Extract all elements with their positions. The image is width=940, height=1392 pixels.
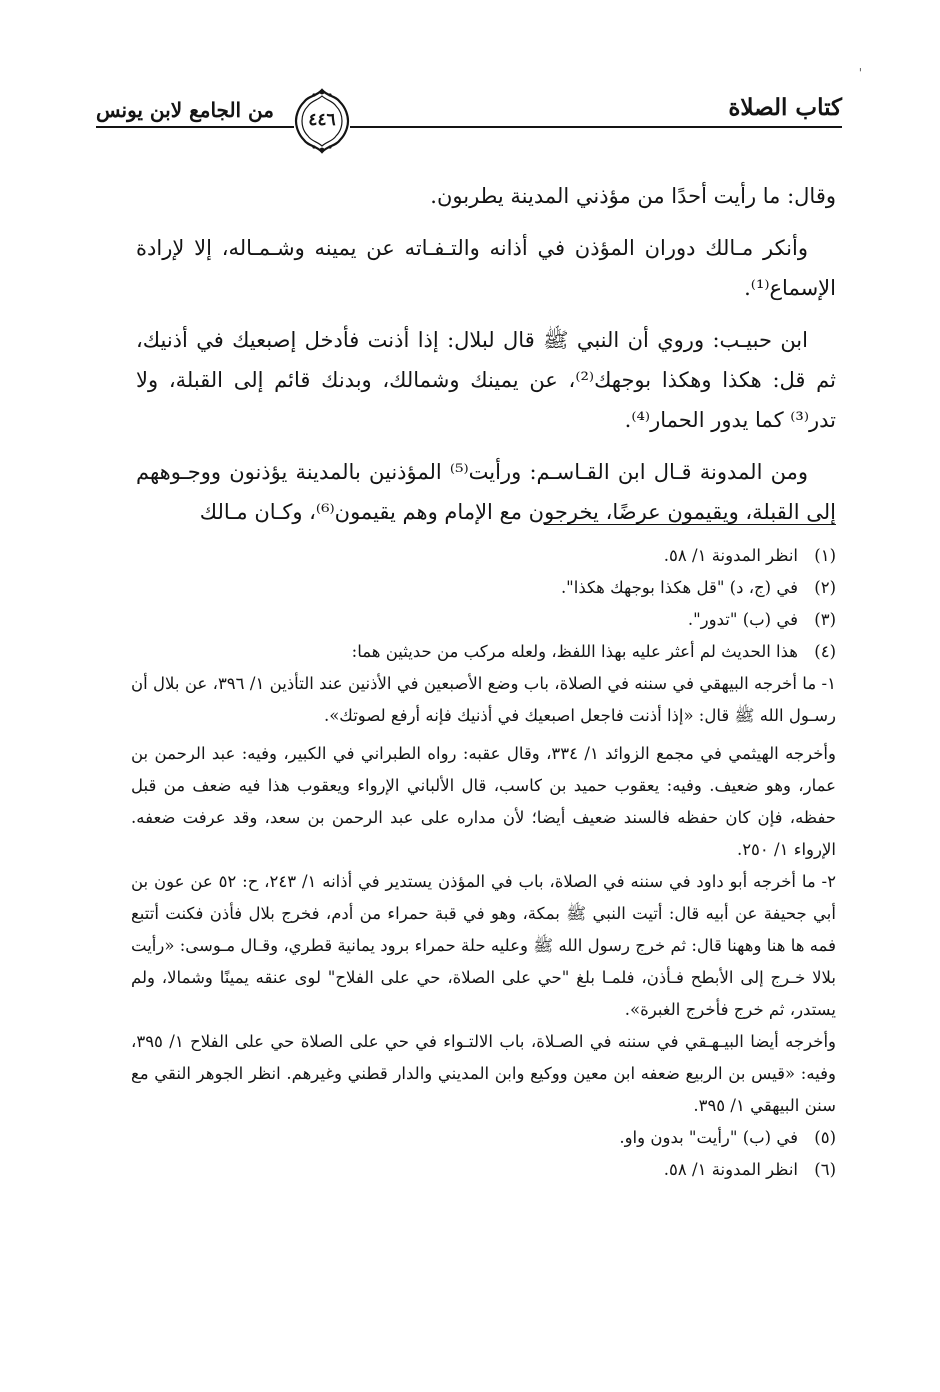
paragraph: ومن المدونة قـال ابن القـاسـم: ورأيت⁽⁵⁾ المؤذنين بالمدينة يؤذنون ووجـوههم إلى القبلة، ويقيمون عرضًا، يخرجون مع الإمام وهم يقيمون⁽⁶⁾، وكـان مـالك: [136, 460, 836, 524]
footnote-text: انظر المدونة ١/ ٥٨.: [663, 1160, 798, 1179]
footnote-mark: (٤): [814, 642, 836, 661]
page-number: ٤٤٦: [308, 110, 336, 130]
main-text: [136, 176, 836, 544]
running-header: [96, 88, 842, 158]
footnote-2: [131, 572, 836, 604]
footnote-mark: (٢): [814, 578, 836, 597]
footnote-4-part-4: وأخرجه أيضا البيـهـقي في سننه في الصـلاة، باب الالتـواء في حي على الصلاة حي على الفلاح ١/ ٣٩٥، وفيه: «قيس بن الربيع ضعفه ابن معين ووكيع وابن المديني والدار قطني وغيرهم. انظر الجوهر النقي مع سنن البيهقي ١/ ٣٩٥.: [131, 1032, 836, 1115]
footnote-divider: [544, 524, 836, 525]
footnote-mark: (٥): [814, 1128, 836, 1147]
footnote-6: [131, 1154, 836, 1186]
footnote-mark: (٦): [814, 1160, 836, 1179]
paragraph: وقال: ما رأيت أحدًا من مؤذني المدينة يطربون.: [430, 184, 836, 208]
footnote-text: في (ب) "رأيت" بدون واو.: [619, 1128, 798, 1147]
page-number-ornament: [294, 88, 350, 154]
footnote-text: انظر المدونة ١/ ٥٨.: [663, 546, 798, 565]
footnote-4-part-1: ١- ما أخرجه البيهقي في سننه في الصلاة، باب وضع الأصبعين في الأذنين عند التأذين ١/ ٣٩٦، عن بلال أن رسـول الله ﷺ قال: «إذا أذنت فاجعل اصبعيك في أذنيك فإنه أرفع لصوتك».: [131, 674, 836, 725]
footnote-4: [131, 636, 836, 668]
footnote-4-part-2: وأخرجه الهيثمي في مجمع الزوائد ١/ ٣٣٤، وقال عقبه: رواه الطبراني في الكبير، وفيه: عبد الرحمن بن عمار، وهو ضعيف. وفيه: يعقوب حميد بن كاسب، قال الألباني الإرواء ويعقوب هذا فيه ضعف من قبل حفظه، فإن كان حفظه فالسند ضعيف أيضا؛ لأن مداره على عبد الرحمن بن سعد، وقد عرفت ضعفه. الإرواء ١/ ٢٥٠.: [131, 744, 836, 859]
book-title: من الجامع لابن يونس: [96, 98, 274, 122]
footnote-mark: (٣): [814, 610, 836, 629]
footnote-5: [131, 1122, 836, 1154]
chapter-title: كتاب الصلاة: [728, 94, 842, 121]
scan-speck: ': [858, 66, 862, 80]
paragraph: وأنكر مـالك دوران المؤذن في أذانه والتـفـاته عن يمينه وشـمـاله، إلا لإرادة الإسماع⁽¹⁾.: [136, 236, 836, 300]
footnotes: [131, 540, 836, 1186]
footnote-text: هذا الحديث لم أعثر عليه بهذا اللفظ، ولعله مركب من حديثين هما:: [351, 642, 798, 661]
header-rule: [96, 126, 842, 128]
footnote-text: في (ج، د) "قل هكذا بوجهك هكذا".: [560, 578, 798, 597]
footnote-text: في (ب) "تدور".: [687, 610, 798, 629]
footnote-3: [131, 604, 836, 636]
footnote-mark: (١): [814, 546, 836, 565]
paragraph: ابن حبيـب: وروي أن النبي ﷺ قال لبلال: إذا أذنت فأدخل إصبعيك في أذنيك، ثم قل: هكذا وهكذا بوجهك⁽²⁾، عن يمينك وشمالك، وبدنك قائم إلى القبلة، ولا تدر⁽³⁾ كما يدور الحمار⁽⁴⁾.: [136, 328, 836, 432]
footnote-1: [131, 540, 836, 572]
footnote-4-part-3: ٢- ما أخرجه أبو داود في سننه في الصلاة، باب في المؤذن يستدير في أذانه ١/ ٢٤٣، ح: ٥٢ عن عون بن أبي جحيفة عن أبيه قال: أتيت النبي ﷺ بمكة، وهو في قبة حمراء من أدم، فخرج بلال فأذن فكنت أتتبع فمه ها هنا وههنا قال: ثم خرج رسول الله ﷺ وعليه حلة حمراء برود يمانية قطري، وقـال مـوسى: «رأيت بلالا خـرج إلى الأبطح فـأذن، فلمـا بلغ "حي على الصلاة، حي على الفلاح" لوى عنقه يمينًا وشمالا، ولم يستدر، ثم خرج فأخرج الغبرة».: [131, 872, 836, 1019]
